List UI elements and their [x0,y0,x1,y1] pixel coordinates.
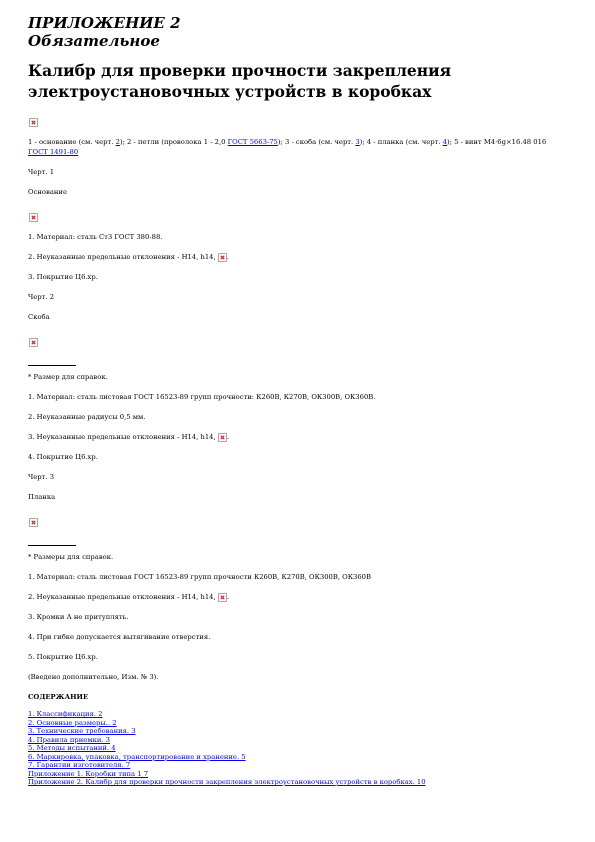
document-title: Калибр для проверки прочности закрепления электроустановочных устройств в коробках [28,61,452,101]
broken-image-icon [29,213,38,222]
bracket-note-2: 2. Неуказанные радиусы 0,5 мм. [28,413,146,421]
plate-note-3: 3. Кромки А не притуплять. [28,613,129,621]
base-note-1: 1. Материал: сталь Ст3 ГОСТ 380-88. [28,233,163,241]
bracket-note-3: 3. Неуказанные предельные отклонения - H14, h14, . [28,433,230,441]
base-heading: Основание [28,188,67,196]
appendix-status: Обязательное [28,32,160,50]
drawing-plate-image [29,512,567,531]
drawing-bracket-image [29,332,567,351]
bracket-heading: Скоба [28,313,50,321]
drawing-caliber-image [29,112,567,131]
toc-heading: СОДЕРЖАНИЕ [28,693,89,701]
link-drawing-4[interactable]: 4 [442,138,447,146]
base-note-3: 3. Покрытие Ц6.хр. [28,273,98,281]
appendix-heading: ПРИЛОЖЕНИЕ 2 [28,14,181,32]
amendment-note: (Введено дополнительно, Изм. № 3). [28,673,159,681]
broken-image-icon [218,593,227,602]
broken-image-icon [29,118,38,127]
drawing-2-label: Черт. 2 [28,293,55,301]
broken-image-icon [218,433,227,442]
bracket-footnote: * Размер для справок. [28,373,108,381]
toc-link[interactable]: 4. Правила приемки. 3 [28,735,111,744]
plate-note-1: 1. Материал: сталь листовая ГОСТ 16523-89 групп прочности К260В, К270В, ОК300В, ОК360В [28,573,371,581]
link-drawing-2[interactable]: 2 [115,138,120,146]
footnote-divider [28,365,76,366]
drawing-3-label: Черт. 3 [28,473,55,481]
toc-link[interactable]: 7. Гарантии изготовителя. 7 [28,761,131,769]
plate-note-4: 4. При гибке допускается вытягивание отверстия. [28,633,211,641]
plate-note-5: 5. Покрытие Ц6.хр. [28,653,98,661]
plate-heading: Планка [28,493,56,501]
toc-link[interactable]: 1. Классификация. 2 [28,710,103,718]
toc-link[interactable]: Приложение 1. Коробки типа 1 7 [28,769,149,778]
broken-image-icon [218,253,227,262]
link-gost-1491[interactable]: ГОСТ 1491-80 [28,148,79,156]
link-gost-5663[interactable]: ГОСТ 5663-75 [227,138,278,146]
footnote-divider [28,545,76,546]
bracket-note-1: 1. Материал: сталь листовая ГОСТ 16523-89 групп прочности: К260В, К270В, ОК300В, ОК360В. [28,393,376,401]
bracket-note-4: 4. Покрытие Ц6.хр. [28,453,98,461]
caption-parts: 1 - основание (см. черт. 2); 2 - петли (проволока 1 - 2,0 ГОСТ 5663-75); 3 - скоба (см. черт. 3); 4 - планка (см. черт. 4); 5 - винт М4·6g×16.48 016 ГОСТ 1491-80 [28,138,547,156]
toc-link[interactable]: 3. Технические требования. 3 [28,727,136,735]
base-note-2: 2. Неуказанные предельные отклонения - H14, h14, . [28,253,230,261]
toc-link[interactable]: Приложение 2. Калибр для проверки прочности закрепления электроустановочных устройств в коробках. 10 [28,778,426,786]
table-of-contents [28,710,567,787]
plate-footnote: * Размеры для справок. [28,553,114,561]
drawing-1-label: Черт. 1 [28,168,55,176]
toc-link[interactable]: 5. Методы испытаний. 4 [28,744,116,752]
link-drawing-3[interactable]: 3 [355,138,360,146]
toc-link[interactable]: 2. Основные размеры.. 2 [28,718,117,727]
broken-image-icon [29,338,38,347]
toc-link[interactable]: 6. Маркировка, упаковка, транспортирование и хранение. 5 [28,752,246,761]
broken-image-icon [29,518,38,527]
drawing-base-image [29,207,567,226]
plate-note-2: 2. Неуказанные предельные отклонения - H14, h14, . [28,593,230,601]
